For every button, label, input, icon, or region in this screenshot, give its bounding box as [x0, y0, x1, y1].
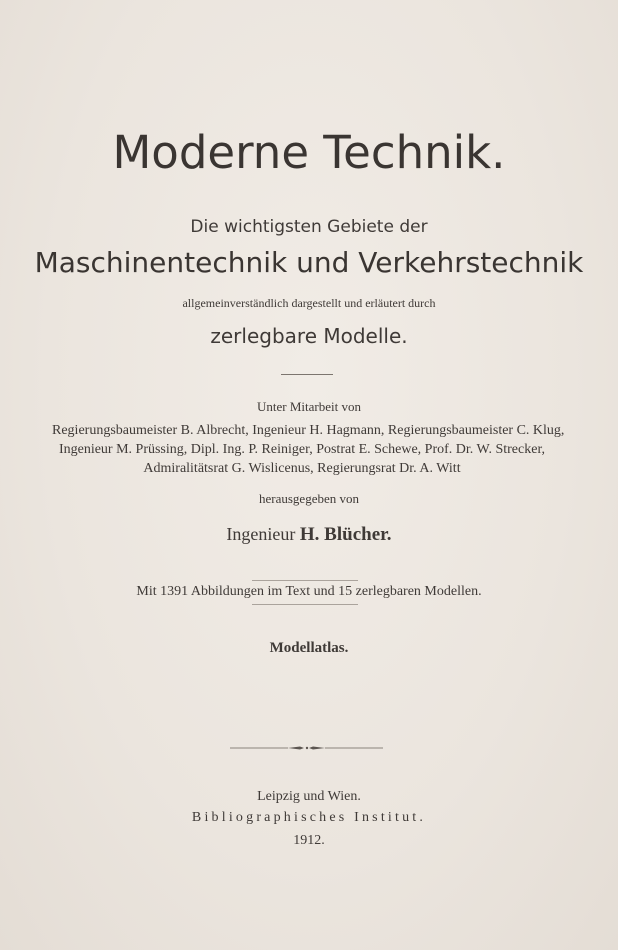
- collaboration-label: Unter Mitarbeit von: [257, 399, 361, 414]
- ornament-divider: [230, 742, 383, 754]
- volume-name: Modellatlas.: [269, 640, 349, 656]
- subtitle-line-3: allgemeinverständlich dargestellt und erläutert durch: [182, 296, 436, 310]
- editor-name: H. Blücher.: [299, 524, 392, 545]
- illustrations-note: Mit 1391 Abbildungen im Text und 15 zerlegbaren Modellen.: [136, 584, 482, 599]
- divider-rule: [281, 374, 333, 375]
- subtitle-line-1: Die wichtigsten Gebiete der: [190, 217, 428, 237]
- collaborators-line-2: Ingenieur M. Prüssing, Dipl. Ing. P. Reiniger, Postrat E. Schewe, Prof. Dr. W. Strecker,: [58, 442, 546, 457]
- subtitle-line-2: Maschinentechnik und Verkehrstechnik: [34, 246, 584, 279]
- publication-place: Leipzig und Wien.: [257, 789, 361, 804]
- divider-rule-bottom: [252, 604, 358, 605]
- book-title: Moderne Technik.: [112, 126, 506, 179]
- publication-year: 1912.: [293, 833, 325, 848]
- collaborators-line-3: Admiralitätsrat G. Wislicenus, Regierungsrat Dr. A. Witt: [143, 461, 461, 476]
- editor-label: herausgegeben von: [259, 491, 359, 506]
- editor-title: Ingenieur: [226, 524, 296, 544]
- collaborators-line-1: Regierungsbaumeister B. Albrecht, Ingenieur H. Hagmann, Regierungsbaumeister C. Klug,: [52, 423, 565, 438]
- publisher: Bibliographisches Institut.: [191, 810, 427, 825]
- divider-rule-top: [252, 580, 358, 581]
- editor: [0, 525, 618, 544]
- subtitle-line-4: zerlegbare Modelle.: [210, 324, 408, 348]
